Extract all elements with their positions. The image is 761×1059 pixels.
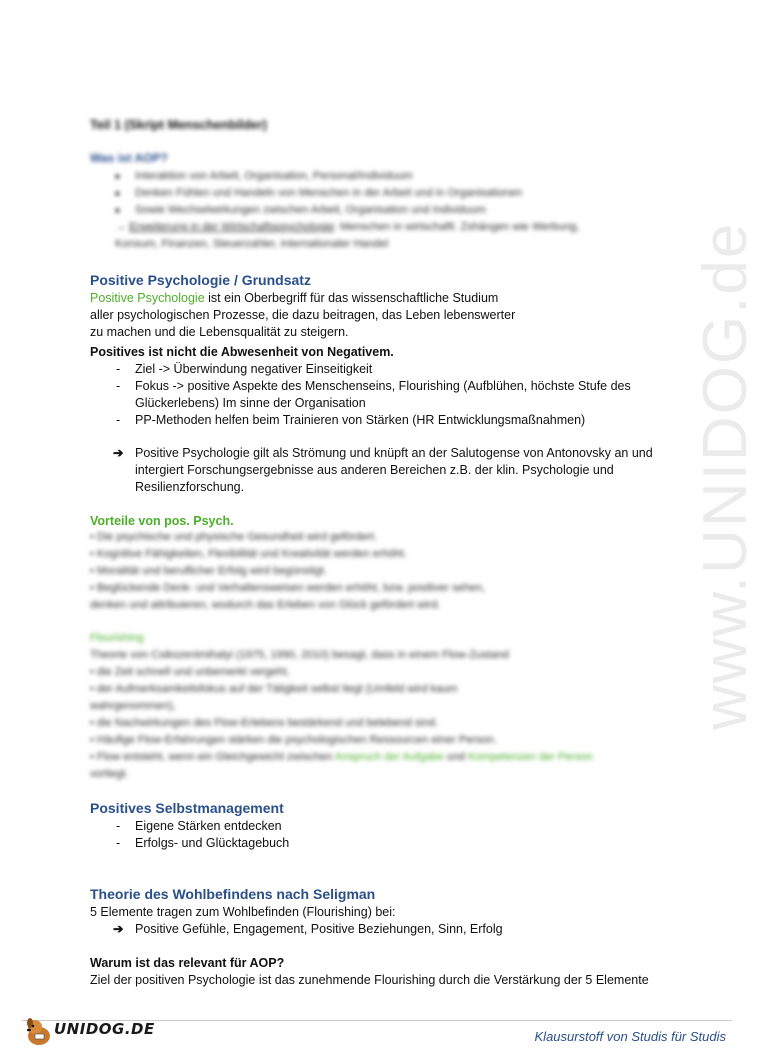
positive-arrow-note bbox=[113, 445, 675, 496]
footer-tagline: Klausurstoff von Studis für Studis bbox=[534, 1029, 726, 1044]
flourishing-section bbox=[90, 630, 670, 783]
aop-heading: Was ist AOP? bbox=[90, 151, 168, 165]
positive-dash-list bbox=[110, 361, 665, 429]
seligman-heading: Theorie des Wohlbefindens nach Seligman bbox=[90, 886, 376, 902]
watermark: www.UNIDOG.de bbox=[691, 221, 760, 730]
positive-psychology-definition bbox=[90, 290, 650, 341]
list-item: • Häufige Flow-Erfahrungen stärken die psychologischen Ressourcen einer Person. bbox=[90, 734, 497, 746]
list-item: • die Nachwirkungen des Flow-Erlebens bestärkend und belebend sind. bbox=[90, 717, 439, 729]
list-item: ■ Interaktion von Arbeit, Organisation, Personal/Individuum bbox=[90, 168, 690, 185]
definition-line-1 bbox=[90, 290, 650, 307]
list-item: • Die psychische und physische Gesundheit wird gefördert. bbox=[90, 531, 377, 543]
list-item: • der Aufmerksamkeitsfokus auf der Tätigkeit selbst liegt (Umfeld wird kaum bbox=[90, 683, 458, 695]
self-management-list bbox=[110, 818, 665, 852]
bold-statement: Positives ist nicht die Abwesenheit von Negativem. bbox=[90, 345, 394, 359]
list-item: ■ Denken Fühlen und Handeln von Menschen in der Arbeit und in Organisationen bbox=[90, 185, 690, 202]
flow-condition-text: • Flow entsteht, wenn ein Gleichgewicht zwischen bbox=[90, 751, 335, 763]
seligman-elements: Positive Gefühle, Engagement, Positive Beziehungen, Sinn, Erfolg bbox=[135, 922, 503, 936]
list-item: wahrgenommen), bbox=[90, 700, 176, 712]
list-item: - Eigene Stärken entdecken bbox=[110, 818, 665, 835]
relevance-answer: Ziel der positiven Psychologie ist das zunehmende Flourishing durch die Verstärkung der 5 Elemente bbox=[90, 973, 649, 987]
arrow-glyph: → bbox=[115, 221, 130, 233]
list-item: - Fokus -> positive Aspekte des Menschenseins, Flourishing (Aufblühen, höchste Stufe des Glückerlebens) Im sinne der Organisation bbox=[110, 378, 665, 412]
arrow-right-icon: ➔ bbox=[113, 922, 124, 936]
aop-extension bbox=[90, 219, 690, 236]
list-item: • Moralität und beruflicher Erfolg wird begünstigt. bbox=[90, 565, 327, 577]
relevance-question: Warum ist das relevant für AOP? bbox=[90, 956, 285, 970]
definition-line-1-rest: ist ein Oberbegriff für das wissenschaftliche Studium bbox=[204, 291, 499, 305]
list-item: • Kognitive Fähigkeiten, Flexibilität und Kreativität werden erhöht. bbox=[90, 548, 407, 560]
flow-condition-and: und bbox=[443, 751, 469, 763]
list-item: - Ziel -> Überwindung negativer Einseitigkeit bbox=[110, 361, 665, 378]
advantages-heading: Vorteile von pos. Psych. bbox=[90, 514, 234, 528]
list-item: • die Zeit schnell und unbemerkt vergeht, bbox=[90, 666, 290, 678]
definition-line-3: zu machen und die Lebensqualität zu steigern. bbox=[90, 325, 349, 339]
flourishing-heading: Flourishing bbox=[90, 632, 144, 644]
extension-link-text: Erweiterung in der Wirtschaftspsychologie bbox=[129, 221, 334, 233]
extension-text-line2: Konsum, Finanzen, Steuerzahler, internationaler Handel bbox=[115, 238, 389, 250]
extension-text: : Menschen in wirtschaftl. Zshängen wie Werbung, bbox=[333, 221, 580, 233]
list-item bbox=[90, 749, 670, 766]
aop-list bbox=[90, 168, 690, 253]
positive-psychology-heading: Positive Psychologie / Grundsatz bbox=[90, 272, 311, 288]
self-management-heading: Positives Selbstmanagement bbox=[90, 800, 284, 816]
unidog-logo[interactable] bbox=[22, 1014, 155, 1048]
arrow-note-text: Positive Psychologie gilt als Strömung und knüpft an der Salutogense von Antonovsky an und intergiert Forschungsergebnisse aus anderen Bereichen z.B. der klin. Psychologie und Resilienzforschung. bbox=[135, 446, 653, 494]
list-item: denken und attribuieren, wodurch das Erleben von Glück gefördert wird. bbox=[90, 599, 441, 611]
definition-term: Positive Psychologie bbox=[90, 291, 205, 305]
advantages-list bbox=[90, 529, 670, 614]
part-title: Teil 1 (Skript Menschenbilder) bbox=[90, 118, 267, 132]
list-item: • Beglückende Denk- und Verhaltensweisen werden erhöht, bzw. positiver sehen, bbox=[90, 582, 486, 594]
list-item: - Erfolgs- und Glücktagebuch bbox=[110, 835, 665, 852]
list-item: - PP-Methoden helfen beim Trainieren von Stärken (HR Entwicklungsmaßnahmen) bbox=[110, 412, 665, 429]
list-item: vorliegt. bbox=[90, 768, 129, 780]
seligman-arrow-note bbox=[113, 921, 675, 938]
flow-condition-term-1: Anspruch der Aufgabe bbox=[334, 751, 444, 763]
list-item: ■ Sowie Wechselwirkungen zwischen Arbeit, Organisation und Individuum bbox=[90, 202, 690, 219]
dog-mascot-icon bbox=[22, 1014, 56, 1048]
arrow-right-icon: ➔ bbox=[113, 446, 124, 460]
seligman-line: 5 Elemente tragen zum Wohlbefinden (Flourishing) bei: bbox=[90, 905, 396, 919]
flourishing-intro: Theorie von Csikszentmihalyi (1975, 1990, 2010) besagt, dass in einem Flow-Zustand bbox=[90, 649, 509, 661]
definition-line-2: aller psychologischen Prozesse, die dazu beitragen, das Leben lebenswerter bbox=[90, 308, 516, 322]
logo-text: UNIDOG.DE bbox=[54, 1020, 155, 1038]
flow-condition-term-2: Kompetenzen der Person bbox=[468, 751, 593, 763]
